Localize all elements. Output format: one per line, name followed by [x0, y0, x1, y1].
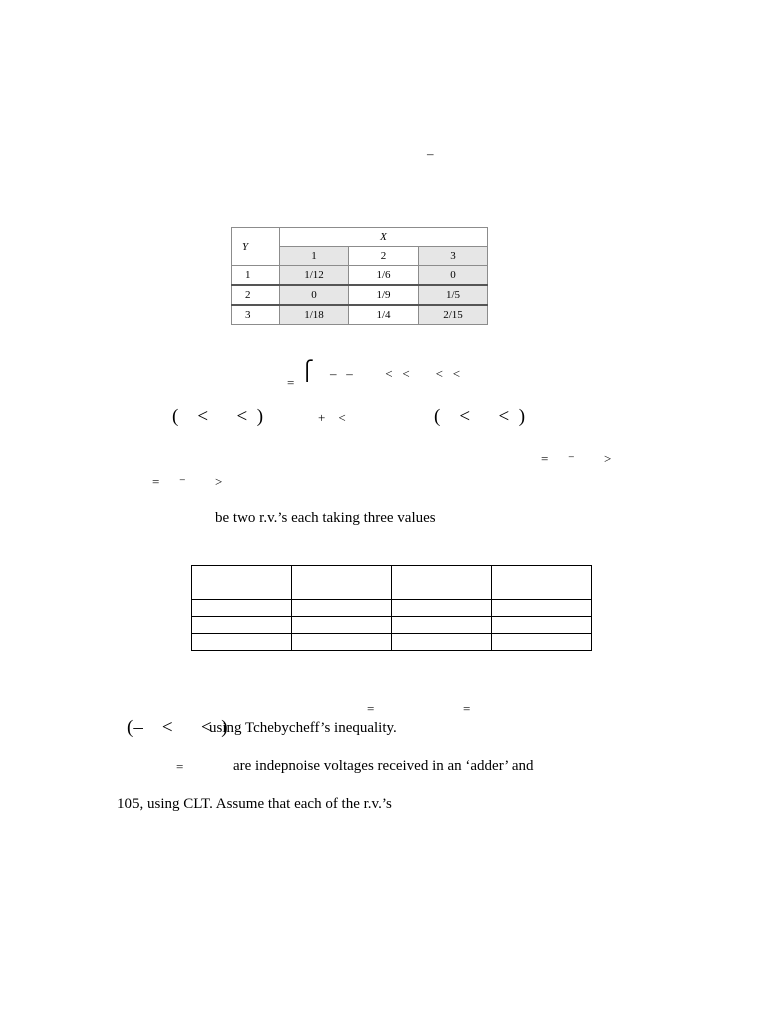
math-fragment-conditions: – – < < < < [330, 366, 461, 381]
prob-cell: 0 [280, 285, 349, 305]
y-value-cell: 3 [232, 305, 280, 325]
rv-sentence: be two r.v.’s each taking three values [215, 510, 436, 526]
x-value-cell: 1 [280, 247, 349, 266]
math-fragment-dash: – [427, 146, 434, 161]
x-header-cell: X [280, 228, 488, 247]
prob-cell: 1/5 [419, 285, 488, 305]
x-value-cell: 3 [419, 247, 488, 266]
empty-table [191, 565, 592, 651]
math-fragment-equals: = [367, 701, 375, 716]
math-fragment-inequality: (– < < ) [127, 717, 228, 738]
tchebycheff-sentence: using Tchebycheff’s inequality. [209, 720, 397, 736]
math-fragment-equals: = [287, 375, 295, 390]
table-row [192, 634, 592, 651]
y-value-cell: 2 [232, 285, 280, 305]
prob-cell: 1/6 [349, 266, 419, 286]
table-row [192, 566, 592, 600]
prob-cell: 0 [419, 266, 488, 286]
prob-cell: 1/9 [349, 285, 419, 305]
y-header-cell: Y [232, 228, 280, 266]
math-fragment-exp-a: = ⁻ > [541, 451, 612, 466]
x-value-cell: 2 [349, 247, 419, 266]
clt-sentence: 105, using CLT. Assume that each of the r.v.’s [117, 796, 392, 812]
prob-cell: 1/18 [280, 305, 349, 325]
math-fragment-equals: = [463, 701, 471, 716]
prob-cell: 2/15 [419, 305, 488, 325]
table-row [232, 266, 488, 286]
joint-distribution-table [231, 227, 488, 325]
table-row [192, 600, 592, 617]
y-value-cell: 1 [232, 266, 280, 286]
math-fragment-equals: = [176, 759, 184, 774]
math-fragment-brace: ⎧ [300, 361, 315, 382]
math-fragment-plus: + < [318, 410, 346, 425]
math-fragment-prob-b: ( < < ) [434, 406, 526, 427]
math-fragment-exp-b: = ⁻ > [152, 474, 223, 489]
table-row [192, 617, 592, 634]
prob-cell: 1/4 [349, 305, 419, 325]
table-row [232, 305, 488, 325]
prob-cell: 1/12 [280, 266, 349, 286]
table-row [232, 285, 488, 305]
math-fragment-prob-a: ( < < ) [172, 406, 264, 427]
adder-sentence: are indepnoise voltages received in an ‘adder’ and [233, 758, 534, 774]
table-header-row [232, 228, 488, 247]
